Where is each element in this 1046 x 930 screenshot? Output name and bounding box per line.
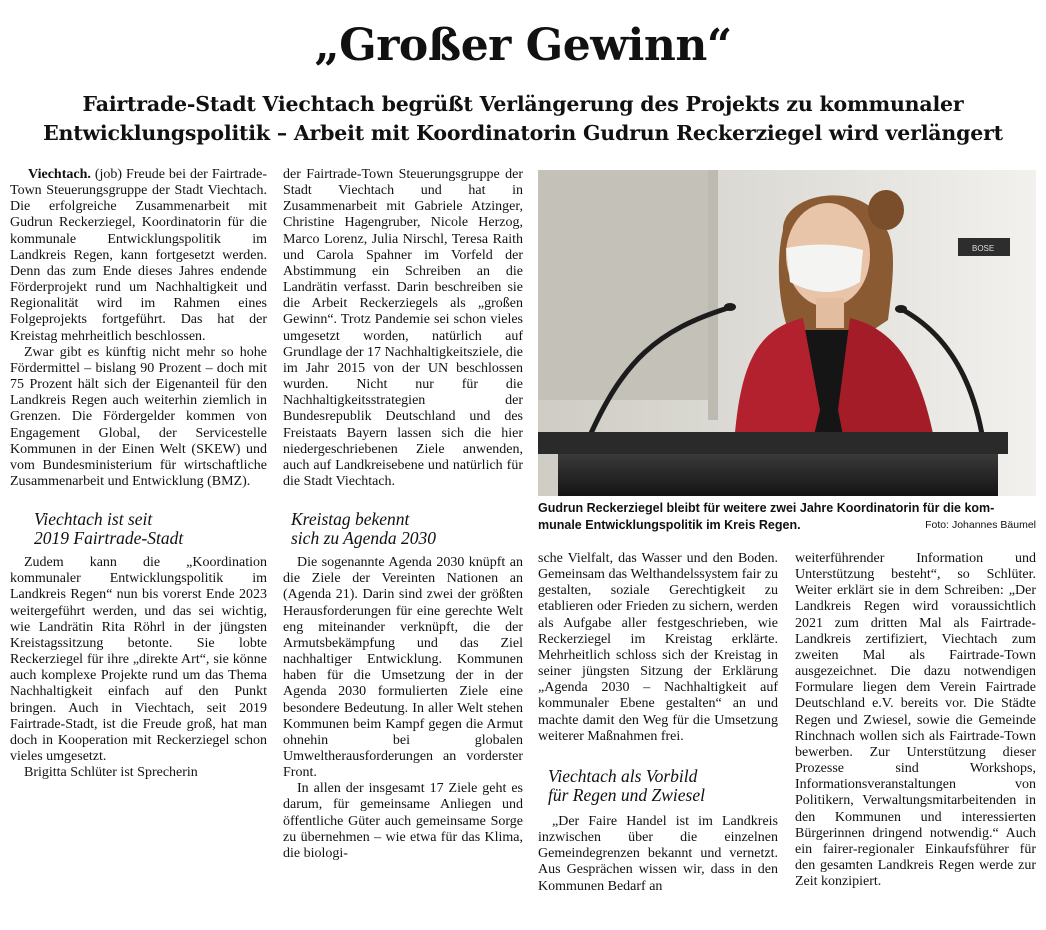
- photo-credit: Foto: Johannes Bäumel: [925, 519, 1036, 531]
- section-heading-line: für Regen und Zwiesel: [548, 784, 705, 805]
- article-paragraph: der Fairtrade-Town Steuerungsgruppe der Stadt Viechtach und hat in Zusammenarbeit mit Gabriele Atzinger, Christine Hagengruber, Nicole Herzog, Marco Lorenz, Julia Nirschl, Teresa Raith und Carola Spahner im Vorfeld der Abstimmung ein Schreiben an die Landrätin verfasst. Darin beschreiben sie die Arbeit Reckerziegels als „großen Gewinn“. Trotz Pandemie sei schon vieles umgesetzt worden, natürlich auf Grundlage der 17 Nachhaltigkeitsziele, die im Jahr 2015 von der UN beschlossen wurden. Nicht nur für die Nachhaltigkeitsstrategien der Bundesrepublik Deutschland und des Freistaats Bayern lassen sich die hier niedergeschriebenen Ziele anwenden, auch auf Landkreisebene und natürlich für die Stadt Viechtach.: [283, 167, 523, 489]
- photo-window: [538, 170, 708, 400]
- photo-mic-right-head: [895, 305, 907, 313]
- section-heading: [291, 510, 523, 548]
- column-4: [795, 551, 1036, 890]
- section-heading-line: Kreistag bekennt: [291, 509, 410, 530]
- article-paragraph: Zudem kann die „Koordination kommunaler Entwicklungspolitik im Landkreis Regen“ nun bis vorerst Ende 2023 weitergeführt werden, und das sei wichtig, wie Landrätin Rita Röhrl in der jüngsten Kreistagssitzung betonte. Sie lobte Reckerziegel für ihre „direkte Art“, sie könne auch komplexe Projekte rund um das Thema Nachhaltigkeit einfach auf den Punkt bringen. Auch in Viechtach, seit 2019 Fairtrade-Stadt, ist die Freude groß, hat man doch in Kooperation mit Reckerziegel schon vieles umgesetzt.: [10, 555, 267, 764]
- photo-caption: [538, 500, 1036, 534]
- column-3: [538, 551, 778, 895]
- column-2: [283, 167, 523, 862]
- section-heading-line: Viechtach als Vorbild: [548, 765, 698, 786]
- photo-podium: [558, 454, 998, 496]
- article-paragraph: Zwar gibt es künftig nicht mehr so hohe Fördermittel – bislang 90 Prozent – doch mit 75 Prozent hält sich der Eigenanteil für den Landkreis Regen auch weiterhin ziemlich in Grenzen. Die Fördergelder kommen von Engagement Global, der Servicestelle Kommunen in der Einen Welt (SKEW) und vom Bundesministerium für wirtschaftliche Zusammenarbeit und Entwicklung (BMZ).: [10, 344, 267, 489]
- photo-mask: [786, 244, 863, 292]
- section-heading-line: sich zu Agenda 2030: [291, 528, 437, 549]
- photo-illustration: [538, 170, 1036, 496]
- subheadline-line-2: Entwicklungspolitik – Arbeit mit Koordinatorin Gudrun Reckerziegel wird verlängert: [43, 121, 1003, 145]
- article-photo: [538, 170, 1036, 496]
- photo-hair-bun: [868, 190, 904, 230]
- article-paragraph: Brigitta Schlüter ist Sprecherin: [24, 765, 198, 781]
- subheadline: [10, 90, 1036, 148]
- article-paragraph: In allen der insgesamt 17 Ziele geht es darum, für gemeinsame Anliegen und öffentliche Güter auch gemeinsame Sorge zu übernehmen – wie etwa für das Klima, die biologi-: [283, 781, 523, 861]
- section-heading-line: 2019 Fairtrade-Stadt: [34, 528, 184, 549]
- section-heading: [34, 510, 267, 548]
- photo-podium-top: [538, 432, 1008, 454]
- caption-line: Gudrun Reckerziegel bleibt für weitere zwei Jahre Koordinatorin für die kom-: [538, 501, 995, 515]
- article-paragraph: sche Vielfalt, das Wasser und den Boden. Gemeinsam das Welthandelssystem fair zu gestalten, soziale Gerechtigkeit zu etablieren oder Frieden zu sichern, werden als Aufgabe aller festgeschrieben, wie Reckerziegel im Kreistag erklärte. Mehrheitlich schloss sich der Kreistag in seiner jüngsten Sitzung der Erklärung „Agenda 2030 – Nachhaltigkeit auf kommunaler Ebene gestalten“ an und machte damit den Weg für die Umsetzung weiterer Maßnahmen frei.: [538, 551, 778, 744]
- dateline: Viechtach.: [28, 167, 91, 182]
- article-paragraph: weiterführender Information und Unterstützung besteht“, so Schlüter. Weiter erklärt sie in dem Schreiben: „Der Landkreis Regen wird voraussichtlich 2021 zum dritten Mal als Fairtrade-Landkreis zertifiziert, Viechtach zum zweiten Mal als Fairtrade-Town ausgezeichnet. Die dazu notwendigen Formulare liegen dem Verein Fairtrade Deutschland e.V. bereits vor. Die Städte Regen und Zwiesel, sowie die Gemeinde Rinchnach wollen sich als Fairtrade-Town bewerben. Zur Unterstützung dieser Prozesse sind Workshops, Informationsveranstaltungen von Politikern, Verwaltungsmitarbeitenden in den Kommunen und interessierten Bürgerinnen dringend notwendig.“ Auch ein fairer-regionaler Einkaufsführer für den gesamten Landkreis Regen werde zur Zeit konzipiert.: [795, 551, 1036, 890]
- column-1: [10, 167, 267, 781]
- photo-mic-left-head: [724, 303, 736, 311]
- article-paragraph: „Der Faire Handel ist im Landkreis inzwischen über die einzelnen Gemeindegrenzen bekannt und vernetzt. Aus Gesprächen wissen wir, dass in den Kommunen Bedarf an: [538, 813, 778, 894]
- article-paragraph: (job) Freude bei der Fairtrade-Town Steuerungsgruppe der Stadt Viechtach. Die erfolgreiche Zusammenarbeit mit Gudrun Reckerziegel, Koordinatorin für die kommunale Entwicklungspolitik im Landkreis Regen, kann fortgesetzt werden. Denn das zum Ende dieses Jahres endende Förderprojekt rund um Nachhaltigkeit und Regionalität wird im Rahmen eines Folgeprojekts fortgeführt. Das hat der Kreistag mehrheitlich beschlossen.: [10, 167, 268, 344]
- photo-shadow: [708, 170, 718, 420]
- subheadline-line-1: Fairtrade-Stadt Viechtach begrüßt Verlängerung des Projekts zu kommunaler: [82, 92, 964, 116]
- section-heading: [548, 767, 778, 805]
- article-paragraph: Die sogenannte Agenda 2030 knüpft an die Ziele der Vereinten Nationen an (Agenda 21). Darin sind zwei der größten Herausforderungen für eine gerechte Welt eng miteinander verknüpft, die der Armutsbekämpfung und das Ziel nachhaltiger Entwicklung. Kommunen haben für die Umsetzung der in der Agenda 2030 formulierten Ziele eine besondere Bedeutung. In aller Welt stehen Kommunen beim Kampf gegen die Armut ohnehin bei globalen Umweltherausforderungen an vorderster Front.: [283, 555, 523, 781]
- section-heading-line: Viechtach ist seit: [34, 509, 153, 530]
- caption-line: munale Entwicklungspolitik im Kreis Regen.: [538, 518, 801, 532]
- photo-neck: [816, 298, 844, 328]
- headline: „Großer Gewinn“: [314, 20, 732, 71]
- speaker-label: BOSE: [972, 244, 995, 253]
